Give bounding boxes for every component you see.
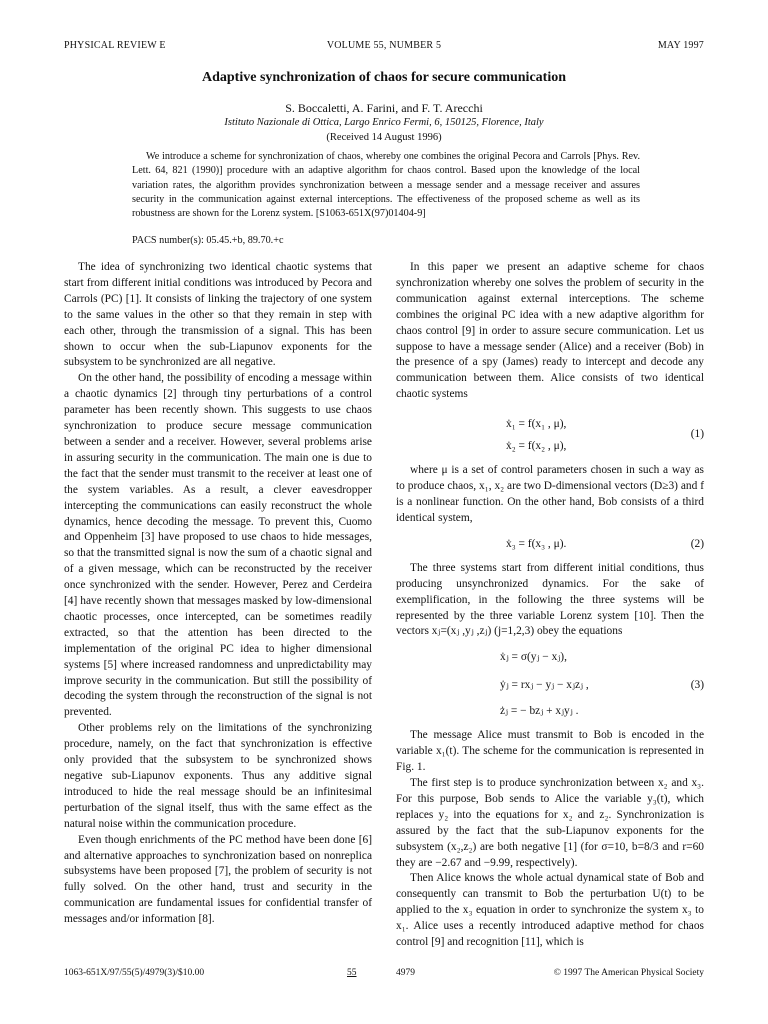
journal-name: PHYSICAL REVIEW E [64, 40, 166, 51]
copyright: © 1997 The American Physical Society [553, 968, 704, 978]
equation-line: ẋⱼ = σ(yⱼ − xⱼ), [500, 651, 567, 664]
abstract: We introduce a scheme for synchronization of chaos, whereby one combines the original Pecora and Carrols [Phys. Rev. Lett. 64, 821 (1990)] procedure with an adaptive algorithm for chaos control. Based upon the knowledge of the local variation rates, the algorithm provides synchronization between a message sender and a message receiver and assures security in the communication against external interceptions. The effectiveness of the proposed scheme as well as its robustness are shown for the Lorenz system. [S1063-651X(97)01404-9] [132, 151, 640, 220]
body-paragraph: Then Alice knows the whole actual dynamical state of Bob and consequently can transmit to Bob the perturbation U(t) to be applied to the x₃ equation in order to synchronize the system x₃ to x₁. Alice uses a recently introduced adaptive method for chaos control [9] and recognition [11], which is [396, 872, 704, 949]
page-number: 4979 [396, 968, 415, 978]
body-paragraph: In this paper we present an adaptive scheme for chaos synchronization whereby one solves the problem of security in the communication against external interceptions. The scheme combines the original PC idea with a new adaptive algorithm for chaos control [9] in order to assure secure communication. Let us suppose to have a message sender (Alice) and a receiver (Bob) in the presence of a spy (James) ready to intercept and decode any communication between them. Alice consists of two identical chaotic systems [396, 261, 704, 401]
equation-line: ẏⱼ = rxⱼ − yⱼ − xⱼzⱼ , [500, 679, 589, 692]
equation-line: żⱼ = − bzⱼ + xⱼyⱼ . [500, 705, 579, 718]
affiliation: Istituto Nazionale di Ottica, Largo Enrico Fermi, 6, 150125, Florence, Italy [224, 117, 544, 128]
equation-line: ẋ₂ = f(x₂ , μ), [506, 440, 567, 453]
running-header [64, 40, 704, 54]
received-date: (Received 14 August 1996) [326, 132, 442, 143]
volume-mark: 55 [347, 968, 357, 978]
body-paragraph: The first step is to produce synchronization between x₂ and x₃. For this purpose, Bob sends to Alice the variable y₃(t), which replaces y₂ into the equations for x₂ and z₂. Synchronization is assured by the fact that the sub-Liapunov exponents for the subsystem (x₂,z₂) are both negative [1] (for σ=10, b=8/3 and r=60 they are −2.67 and −9.99, respectively). [396, 777, 704, 869]
left-column [64, 260, 372, 928]
body-paragraph: The idea of synchronizing two identical chaotic systems that start from different initial conditions was introduced by Pecora and Carrols (PC) [1]. It consists of linking the trajectory of one system to the same values in the other so that they remain in step with each other, through the transmission of a signal. This has been shown to occur when the sub-Liapunov exponents for the subsystem to be synchronized are all negative. [64, 261, 372, 369]
equation-number: (2) [690, 537, 704, 550]
body-paragraph: The three systems start from different initial conditions, thus producing unsynchronized dynamics. For the sake of exemplification, in the following the three systems will be represented by the three variable Lorenz system [10]. Then the vectors xⱼ=(xⱼ ,yⱼ ,zⱼ) (j=1,2,3) obey the equations [396, 561, 704, 638]
volume-number: VOLUME 55, NUMBER 5 [326, 40, 442, 51]
equation-line: ẋ₁ = f(x₁ , μ), [506, 418, 567, 431]
article-code: 1063-651X/97/55(5)/4979(3)/$10.00 [64, 968, 205, 978]
body-paragraph: Even though enrichments of the PC method have been done [6] and alternative approaches to synchronization based on nonreplica subsystems have been proposed [7], the problem of security is not fully solved. On the other hand, trust and security in the communication are fundamental issues for confidential transfer of messages and/or information [8]. [64, 833, 372, 926]
body-paragraph: where μ is a set of control parameters chosen in such a way as to produce chaos, x₁, x₂ are two D-dimensional vectors (D≥3) and f is a nonlinear function. On the other hand, Bob consists of a third identical system, [396, 464, 704, 524]
equation-line: ẋ₃ = f(x₃ , μ). [506, 537, 567, 550]
page-footer [64, 968, 704, 982]
body-paragraph: On the other hand, the possibility of encoding a message within a chaotic dynamics [2] through tiny perturbations of a control parameter has been recently shown. This suggests to use chaos synchronization to produce secure message communication between a sender and a receiver. However, several problems arise in assuring security in the communication. The main one is due to the fact that the sender must transmit to the receiver at least one of the system variables. As a result, a clever eavesdropper intercepting the communications can easily reconstruct the whole dynamics, hence decoding the message. To prevent this, Cuomo and Oppenheim [3] have proposed to use chaos to hide messages, so that the transmitted signal is now the sum of a chaotic signal and of a given message, which can be reconstructed by the receiver once synchronized with the sender. However, Perez and Cerdeira [4] have recently shown that messages masked by low-dimensional chaotic processes, once intercepted, can be sometimes readily extracted, so that the attention has been directed to the implementation of the original PC idea to higher dimensional systems [5] where increased randomness and unpredictability may improve security in the communication. But still the possibility of decoding the system through the reconstruction of the signal is not prevented. [64, 372, 372, 719]
right-column [396, 260, 704, 951]
body-paragraph: Other problems rely on the limitations of the synchronizing procedure, namely, on the fact that synchronization is effective only provided that the subsystem to be synchronized shows negative sub-Liapunov exponents. Thus any additive signal introduced to hide the real message should be an infinitesimal perturbation of the signal itself, thus with the same effect as the natural noise within the communication procedure. [64, 722, 372, 830]
body-paragraph: The message Alice must transmit to Bob is encoded in the variable x₁(t). The scheme for the communication is represented in Fig. 1. [396, 729, 704, 774]
pacs-numbers: PACS number(s): 05.45.+b, 89.70.+c [132, 235, 284, 246]
paper-title: Adaptive synchronization of chaos for secure communication [202, 70, 566, 85]
equation-number: (1) [690, 428, 704, 441]
equation-3 [396, 640, 704, 728]
author-list: S. Boccaletti, A. Farini, and F. T. Arecchi [285, 101, 483, 115]
equation-2 [396, 527, 704, 561]
equation-number: (3) [690, 679, 704, 692]
equation-1 [396, 403, 704, 463]
issue-date: MAY 1997 [657, 40, 704, 51]
